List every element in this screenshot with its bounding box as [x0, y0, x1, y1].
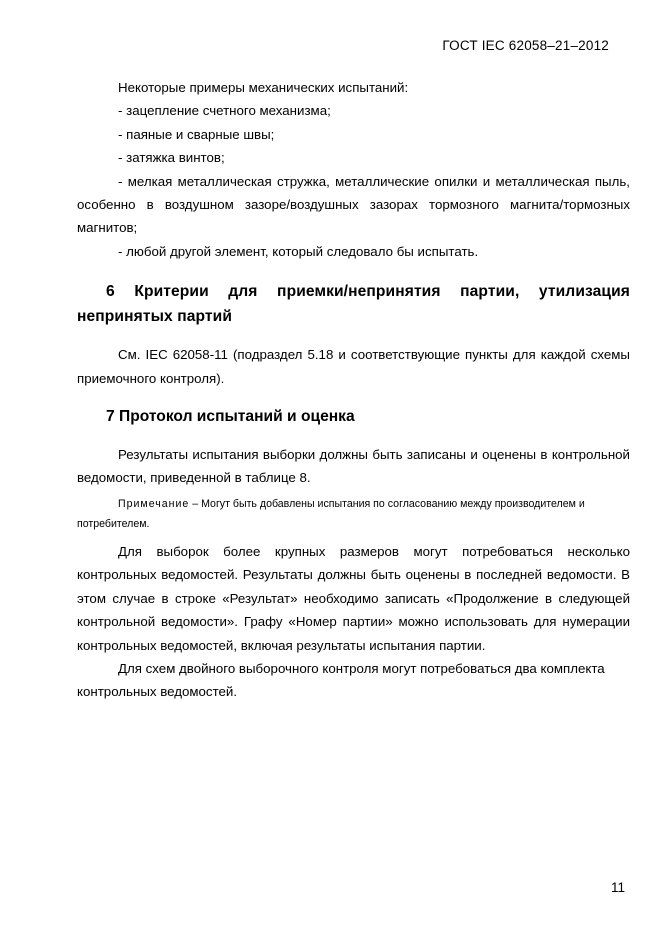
section-7-paragraph: Для схем двойного выборочного контроля могут потребоваться два комплекта контрольных ведомостей.: [77, 660, 605, 700]
list-item: - зацепление счетного механизма;: [118, 103, 331, 119]
section-6-heading: 6 Критерии для приемки/непринятия партии, утилизация непринятых партий: [77, 283, 630, 326]
section-6-text: См. IEC 62058-11 (подраздел 5.18 и соответствующие пункты для каждой схемы приемочного контроля).: [77, 347, 630, 386]
list-item: - мелкая металлическая стружка, металлические опилки и металлическая пыль, особенно в воздушном зазоре/воздушных зазорах тормозного магнита/тормозных магнитов;: [77, 173, 630, 236]
list-item: - любой другой элемент, который следовало бы испытать.: [118, 243, 479, 259]
list-item: - паяные и сварные швы;: [118, 126, 275, 142]
note-text: – Могут быть добавлены испытания по согласованию между производителем и потребителем.: [77, 497, 585, 530]
page-number: 11: [610, 880, 625, 895]
list-intro: Некоторые примеры механических испытаний:: [118, 80, 409, 95]
note-label: Примечание: [118, 497, 190, 510]
section-7-paragraph: Для выборок более крупных размеров могут потребоваться несколько контрольных ведомостей. Результаты должны быть оценены в последней ведомости. В этом случае в строке «Результат» необходимо записать «Продолжение в следующей контрольной ведомости». Графу «Номер партии» можно использовать для нумерации контрольных ведомостей, включая результаты испытания партии.: [77, 543, 630, 653]
list-item: - затяжка винтов;: [118, 150, 225, 166]
document-header: ГОСТ IEC 62058–21–2012: [442, 38, 609, 53]
note: [77, 494, 630, 534]
document-body: [77, 76, 630, 704]
section-7-heading: 7 Протокол испытаний и оценка: [106, 408, 355, 426]
section-7-paragraph: Результаты испытания выборки должны быть записаны и оценены в контрольной ведомости, приведенной в таблице 8.: [77, 447, 630, 486]
